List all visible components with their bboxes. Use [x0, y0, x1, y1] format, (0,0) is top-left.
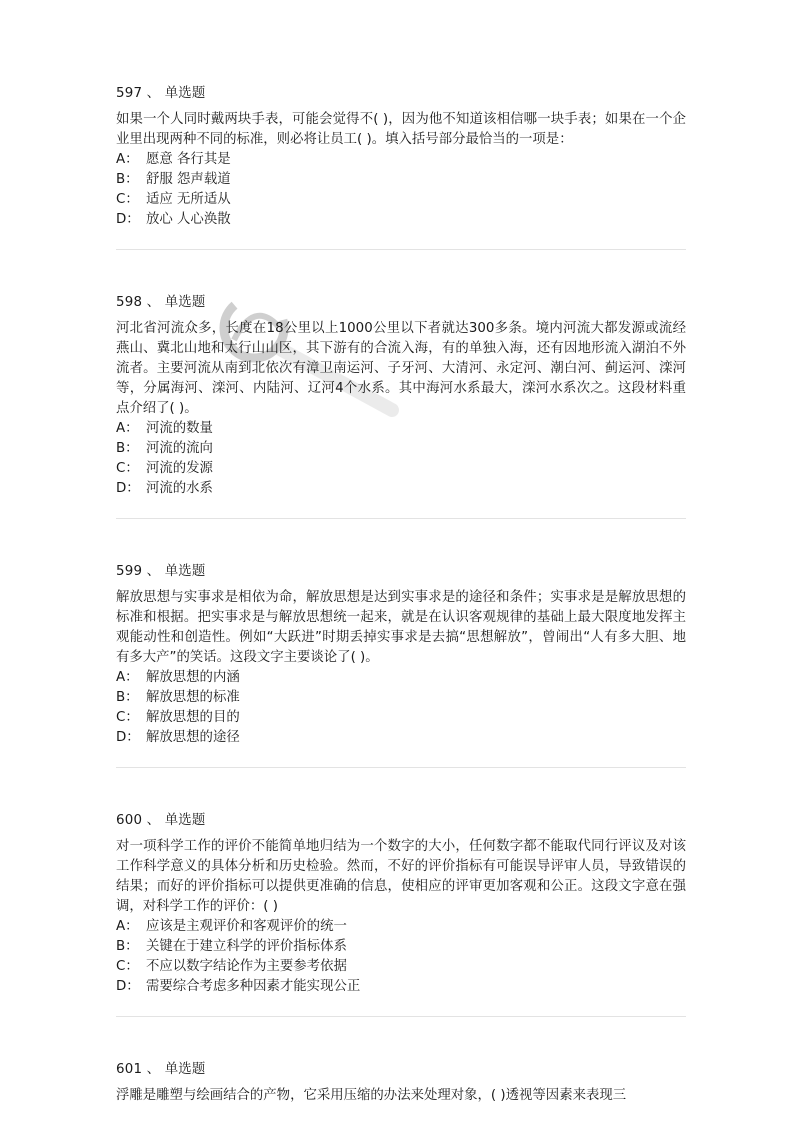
- option-text: 解放思想的标准: [146, 690, 240, 705]
- option-text: 解放思想的途径: [146, 730, 240, 745]
- option-a[interactable]: [116, 419, 686, 439]
- option-a[interactable]: [116, 917, 686, 937]
- option-text: 舒服 怨声载道: [146, 172, 231, 187]
- question-599: [116, 562, 686, 748]
- question-type: 单选题: [164, 564, 206, 579]
- option-text: 河流的水系: [146, 481, 213, 496]
- question-number: 600: [116, 813, 143, 828]
- question-list: [116, 84, 686, 1106]
- option-c[interactable]: [116, 190, 686, 210]
- question-600: [116, 811, 686, 997]
- option-d[interactable]: [116, 977, 686, 997]
- question-separator: 、: [146, 564, 161, 579]
- divider: [116, 518, 686, 519]
- option-letter: C：: [116, 192, 139, 207]
- option-text: 放心 人心涣散: [146, 212, 231, 227]
- option-letter: B：: [116, 939, 139, 954]
- question-separator: 、: [146, 813, 161, 828]
- option-c[interactable]: [116, 459, 686, 479]
- divider: [116, 1016, 686, 1017]
- option-text: 应该是主观评价和客观评价的统一: [146, 919, 347, 934]
- option-d[interactable]: [116, 479, 686, 499]
- question-header: [116, 811, 686, 831]
- question-type: 单选题: [164, 1062, 206, 1077]
- question-stem: 解放思想与实事求是相依为命，解放思想是达到实事求是的途径和条件；实事求是是解放思想的标准和根据。把实事求是与解放思想统一起来，就是在认识客观规律的基础上最大限度地发挥主观能动性和创造性。例如“大跃进”时期丢掉实事求是去搞“思想解放”，曾闹出“人有多大胆、地有多大产”的笑话。这段文字主要谈论了( )。: [116, 590, 686, 665]
- option-list: [116, 150, 686, 230]
- question-number: 599: [116, 564, 143, 579]
- question-597: [116, 84, 686, 230]
- question-header: [116, 293, 686, 313]
- question-type: 单选题: [164, 813, 206, 828]
- option-text: 解放思想的内涵: [146, 670, 240, 685]
- option-letter: A：: [116, 421, 139, 436]
- option-letter: C：: [116, 959, 139, 974]
- option-text: 河流的发源: [146, 461, 213, 476]
- divider: [116, 249, 686, 250]
- option-letter: D：: [116, 730, 140, 745]
- option-letter: D：: [116, 481, 140, 496]
- question-number: 601: [116, 1062, 143, 1077]
- option-list: [116, 419, 686, 499]
- question-header: [116, 1060, 686, 1080]
- option-letter: C：: [116, 461, 139, 476]
- option-text: 河流的数量: [146, 421, 213, 436]
- question-598: [116, 293, 686, 499]
- question-number: 597: [116, 86, 143, 101]
- option-letter: B：: [116, 690, 139, 705]
- option-text: 适应 无所适从: [146, 192, 231, 207]
- question-header: [116, 562, 686, 582]
- question-separator: 、: [146, 86, 161, 101]
- option-letter: A：: [116, 670, 139, 685]
- question-type: 单选题: [164, 86, 206, 101]
- option-b[interactable]: [116, 688, 686, 708]
- question-separator: 、: [146, 1062, 161, 1077]
- option-d[interactable]: [116, 210, 686, 230]
- option-a[interactable]: [116, 668, 686, 688]
- question-type: 单选题: [164, 295, 206, 310]
- option-letter: A：: [116, 152, 139, 167]
- option-text: 解放思想的目的: [146, 710, 240, 725]
- option-a[interactable]: [116, 150, 686, 170]
- option-text: 关键在于建立科学的评价指标体系: [146, 939, 347, 954]
- option-c[interactable]: [116, 708, 686, 728]
- option-letter: C：: [116, 710, 139, 725]
- option-text: 愿意 各行其是: [146, 152, 231, 167]
- option-letter: B：: [116, 172, 139, 187]
- option-c[interactable]: [116, 957, 686, 977]
- option-text: 不应以数字结论作为主要参考依据: [146, 959, 347, 974]
- question-stem: 如果一个人同时戴两块手表，可能会觉得不( )，因为他不知道该相信哪一块手表；如果在一个企业里出现两种不同的标准，则必将让员工( )。填入括号部分最恰当的一项是：: [116, 112, 686, 147]
- option-d[interactable]: [116, 728, 686, 748]
- option-b[interactable]: [116, 170, 686, 190]
- option-list: [116, 917, 686, 997]
- option-text: 河流的流向: [146, 441, 213, 456]
- option-letter: A：: [116, 919, 139, 934]
- option-letter: B：: [116, 441, 139, 456]
- divider: [116, 767, 686, 768]
- option-b[interactable]: [116, 937, 686, 957]
- option-letter: D：: [116, 979, 140, 994]
- question-number: 598: [116, 295, 143, 310]
- option-text: 需要综合考虑多种因素才能实现公正: [146, 979, 361, 994]
- option-list: [116, 668, 686, 748]
- option-b[interactable]: [116, 439, 686, 459]
- question-stem: 对一项科学工作的评价不能简单地归结为一个数字的大小，任何数字都不能取代同行评议及对该工作科学意义的具体分析和历史检验。然而，不好的评价指标有可能误导评审人员，导致错误的结果；而好的评价指标可以提供更准确的信息，使相应的评审更加客观和公正。这段文字意在强调，对科学工作的评价：( ): [116, 839, 686, 914]
- question-stem: 河北省河流众多，长度在18公里以上1000公里以下者就达300多条。境内河流大都发源或流经燕山、冀北山地和太行山山区，其下游有的合流入海，有的单独入海，还有因地形流入湖泊不外流者。主要河流从南到北依次有漳卫南运河、子牙河、大清河、永定河、潮白河、蓟运河、滦河等，分属海河、滦河、内陆河、辽河4个水系。其中海河水系最大，滦河水系次之。这段材料重点介绍了( )。: [116, 321, 686, 416]
- question-header: [116, 84, 686, 104]
- question-stem: 浮雕是雕塑与绘画结合的产物，它采用压缩的办法来处理对象，( )透视等因素来表现三: [116, 1088, 627, 1103]
- option-letter: D：: [116, 212, 140, 227]
- question-601: [116, 1060, 686, 1106]
- question-separator: 、: [146, 295, 161, 310]
